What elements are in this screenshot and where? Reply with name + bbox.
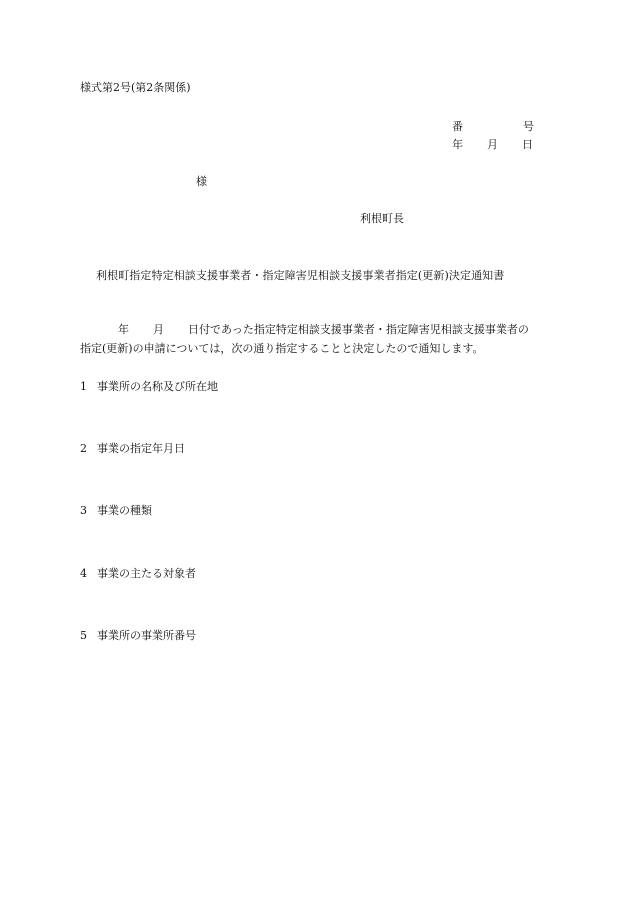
document-title: 利根町指定特定相談支援事業者・指定障害児相談支援事業者指定(更新)決定通知書 [96, 269, 505, 282]
item-number: 3 [80, 504, 87, 517]
item-label: 事業の指定年月日 [97, 442, 185, 455]
date-year: 年 [452, 138, 463, 151]
date-day: 日 [522, 138, 533, 151]
issue-date-line [452, 139, 533, 150]
issuer-name: 利根町長 [360, 212, 404, 225]
list-item [80, 443, 185, 454]
list-item [80, 505, 152, 516]
body-line-1 [118, 324, 529, 335]
item-number: 5 [80, 629, 87, 642]
list-item [80, 568, 196, 579]
item-number: 2 [80, 442, 87, 455]
list-item [80, 630, 196, 641]
body-line-2: 指定(更新)の申請については，次の通り指定することと決定したので通知します。 [80, 342, 484, 355]
item-number: 4 [80, 567, 87, 580]
document-number-line [452, 121, 534, 132]
body-month: 月 [153, 323, 164, 336]
addressee-honorific: 様 [196, 175, 207, 188]
date-month: 月 [487, 138, 498, 151]
item-label: 事業の種類 [97, 504, 152, 517]
number-suffix: 号 [523, 120, 534, 133]
item-number: 1 [80, 380, 87, 393]
form-label: 様式第2号(第2条関係) [80, 81, 191, 94]
body-line-1-text: 日付であった指定特定相談支援事業者・指定障害児相談支援事業者の [188, 323, 529, 336]
body-year: 年 [118, 323, 129, 336]
list-item [80, 381, 218, 392]
item-label: 事業の主たる対象者 [97, 567, 196, 580]
item-label: 事業所の事業所番号 [97, 629, 196, 642]
item-label: 事業所の名称及び所在地 [97, 380, 218, 393]
number-prefix: 番 [452, 120, 463, 133]
